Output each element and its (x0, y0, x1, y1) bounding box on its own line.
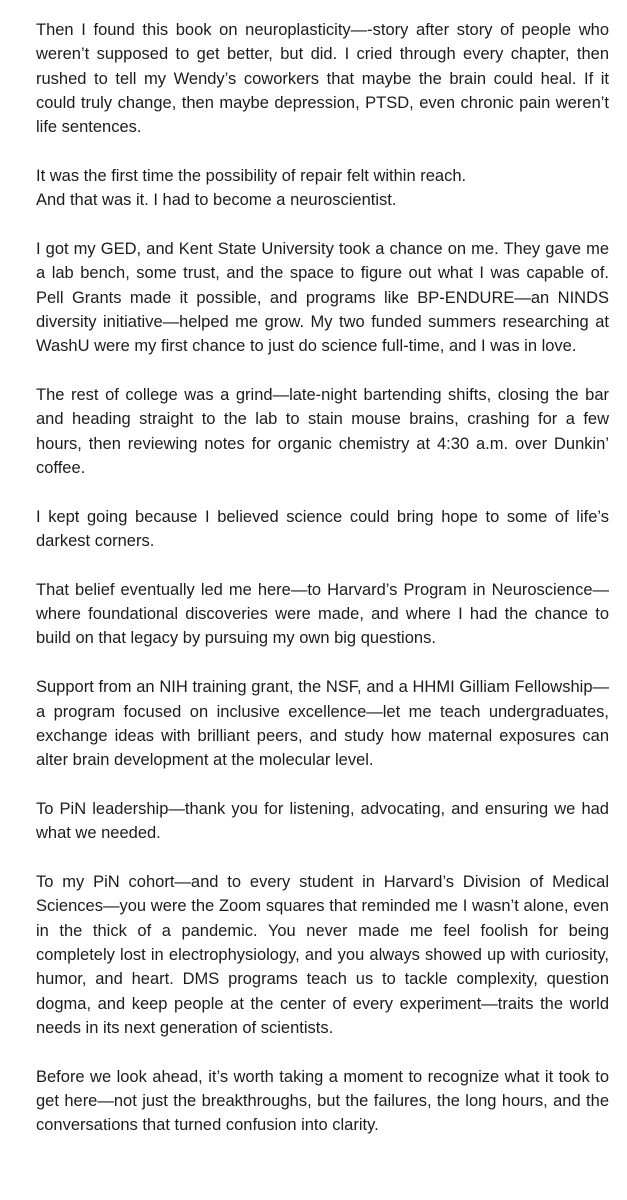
paragraph-pin-leadership: To PiN leadership—thank you for listening, advocating, and ensuring we had what we needed. (36, 799, 609, 843)
paragraph-harvard-pin: That belief eventually led me here—to Harvard’s Program in Neuroscience—where foundational discoveries were made, and where I had the chance to build on that legacy by pursuing my own big questions. (36, 580, 609, 648)
line-possibility-of-repair: It was the first time the possibility of repair felt within reach. (36, 166, 467, 185)
paragraph-neuroplasticity-book: Then I found this book on neuroplasticity—-story after story of people who weren’t supposed to get better, but did. I cried through every chapter, then rushed to tell my Wendy’s coworkers that maybe the brain could heal. If it could truly change, then maybe depression, PTSD, even chronic pain weren’t life sentences. (36, 21, 609, 137)
paragraph-kent-state: I got my GED, and Kent State University took a chance on me. They gave me a lab bench, some trust, and the space to figure out what I was capable of. Pell Grants made it possible, and programs like BP-ENDURE—an NINDS diversity initiative—helped me grow. My two funded summers researching at WashU were my first chance to just do science full-time, and I was in love. (36, 240, 609, 356)
paragraph-repair-within-reach (36, 164, 609, 213)
paragraph-look-ahead: Before we look ahead, it’s worth taking a moment to recognize what it took to get here—not just the breakthroughs, but the failures, the long hours, and the conversations that turned confusion into clarity. (36, 1067, 609, 1135)
paragraph-pin-cohort: To my PiN cohort—and to every student in Harvard’s Division of Medical Sciences—you were the Zoom squares that reminded me I wasn’t alone, even in the thick of a pandemic. You never made me feel foolish for being completely lost in electrophysiology, and you always showed up with curiosity, humor, and heart. DMS programs teach us to tackle complexity, question dogma, and keep people at the center of every experiment—traits the world needs in its next generation of scientists. (36, 873, 609, 1037)
line-become-neuroscientist: And that was it. I had to become a neuroscientist. (36, 191, 397, 210)
paragraph-college-grind: The rest of college was a grind—late-night bartending shifts, closing the bar and heading straight to the lab to stain mouse brains, crashing for a few hours, then reviewing notes for organic chemistry at 4:30 a.m. over Dunkin’ coffee. (36, 386, 609, 477)
paragraph-kept-going: I kept going because I believed science could bring hope to some of life’s darkest corners. (36, 507, 609, 551)
paragraph-funding-support: Support from an NIH training grant, the NSF, and a HHMI Gilliam Fellowship—a program focused on inclusive excellence—let me teach undergraduates, exchange ideas with brilliant peers, and study how maternal exposures can alter brain development at the molecular level. (36, 678, 609, 770)
